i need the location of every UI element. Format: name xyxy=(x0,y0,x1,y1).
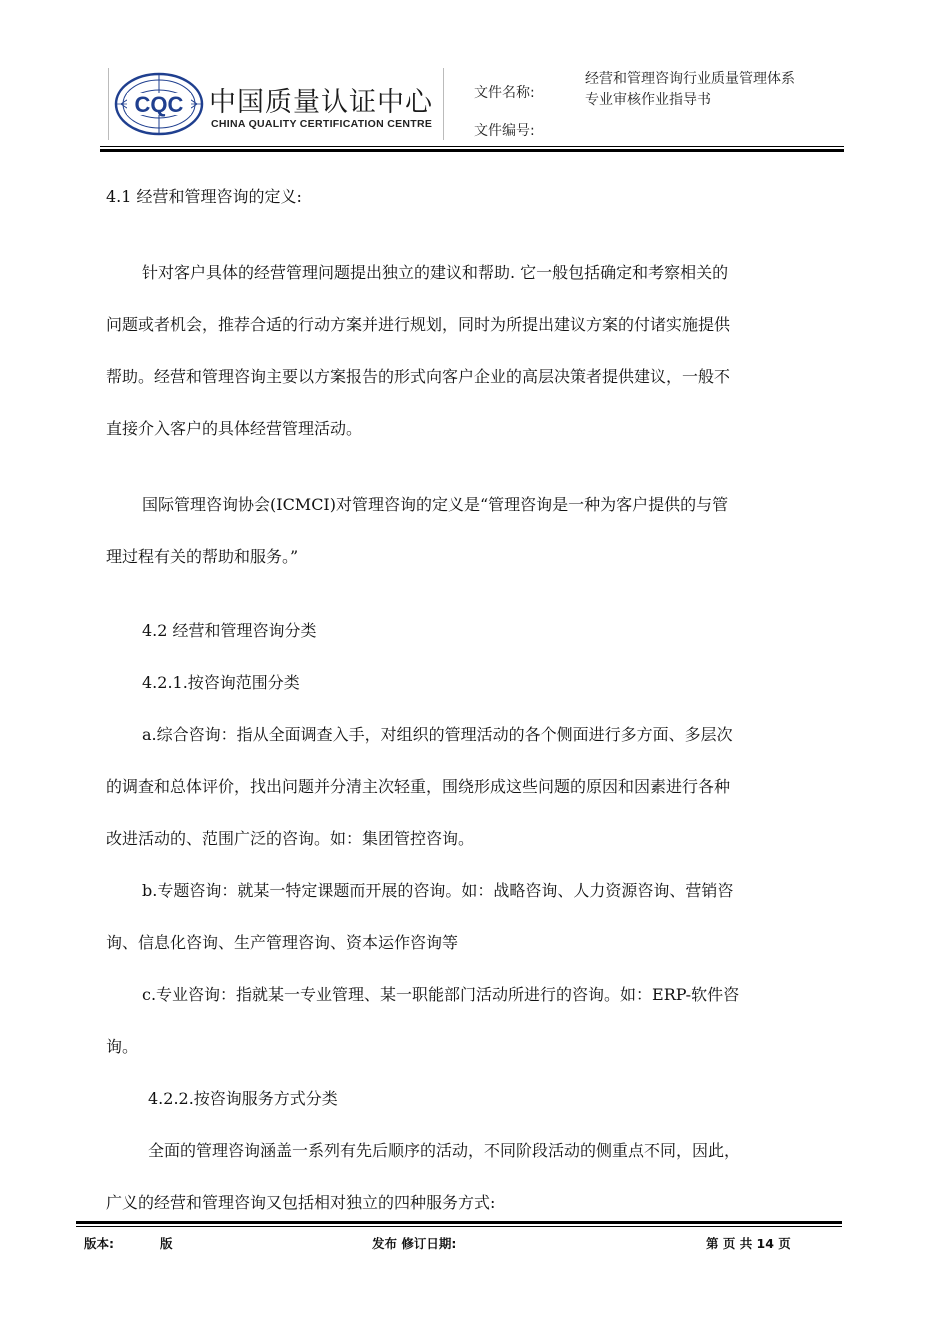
item-a-line3: 改进活动的、范围广泛的咨询。如：集团管控咨询。 xyxy=(106,829,475,848)
section-4-2-2-heading: 4.2.2.按咨询服务方式分类 xyxy=(148,1089,338,1108)
item-c-line1: c.专业咨询：指就某一专业管理、某一职能部门活动所进行的咨询。如：ERP-软件咨 xyxy=(142,985,740,1004)
logo-abbr: CQC xyxy=(134,92,184,117)
section-4-2-heading: 4.2 经营和管理咨询分类 xyxy=(142,621,317,640)
item-a-line1: a.综合咨询：指从全面调查入手，对组织的管理活动的各个侧面进行多方面、多层次 xyxy=(142,725,733,744)
header-logo xyxy=(108,68,444,140)
para2-line1: 国际管理咨询协会(ICMCI)对管理咨询的定义是“管理咨询是一种为客户提供的与管 xyxy=(142,495,729,514)
item-b-line2: 询、信息化咨询、生产管理咨询、资本运作咨询等 xyxy=(106,933,459,952)
logo-name-en: CHINA QUALITY CERTIFICATION CENTRE xyxy=(211,118,433,130)
file-name-label: 文件名称: xyxy=(474,85,535,101)
para1-line4: 直接介入客户的具体经营管理活动。 xyxy=(106,419,363,438)
file-name-line1: 经营和管理咨询行业质量管理体系 xyxy=(585,71,795,87)
para1-line2: 问题或者机会，推荐合适的行动方案并进行规划，同时为所提出建议方案的付诸实施提供 xyxy=(106,315,731,334)
cqc-logo-icon xyxy=(113,71,205,137)
footer-rule-thick xyxy=(76,1221,842,1224)
section-4-1-heading: 4.1 经营和管理咨询的定义: xyxy=(106,187,302,206)
file-no-label: 文件编号: xyxy=(474,123,535,139)
footer-rule-thin xyxy=(76,1226,842,1227)
section-4-2-1-heading: 4.2.1.按咨询范围分类 xyxy=(142,673,300,692)
item-b-line1: b.专题咨询：就某一特定课题而开展的咨询。如：战略咨询、人力资源咨询、营销咨 xyxy=(142,881,734,900)
item-a-line2: 的调查和总体评价，找出问题并分清主次轻重，围绕形成这些问题的原因和因素进行各种 xyxy=(106,777,731,796)
file-name-line2: 专业审核作业指导书 xyxy=(585,92,711,108)
footer-version-suffix: 版 xyxy=(160,1236,173,1251)
footer-page-label: 第 页 共 14 页 xyxy=(706,1236,791,1251)
para-d-line1: 全面的管理咨询涵盖一系列有先后顺序的活动，不同阶段活动的侧重点不同，因此， xyxy=(148,1141,741,1160)
para1-line1: 针对客户具体的经营管理问题提出独立的建议和帮助. 它一般包括确定和考察相关的 xyxy=(142,263,729,282)
header-rule-thin xyxy=(100,146,844,147)
footer-release-label: 发布 修订日期: xyxy=(372,1236,457,1251)
footer-version-label: 版本: xyxy=(84,1236,114,1251)
para-d-line2: 广义的经营和管理咨询又包括相对独立的四种服务方式: xyxy=(106,1193,496,1212)
para2-line2: 理过程有关的帮助和服务。” xyxy=(106,547,299,566)
header-rule-thick xyxy=(100,149,844,152)
item-c-line2: 询。 xyxy=(106,1037,139,1056)
logo-name-cn: 中国质量认证中心 xyxy=(209,87,433,118)
para1-line3: 帮助。经营和管理咨询主要以方案报告的形式向客户企业的高层决策者提供建议，一般不 xyxy=(106,367,731,386)
